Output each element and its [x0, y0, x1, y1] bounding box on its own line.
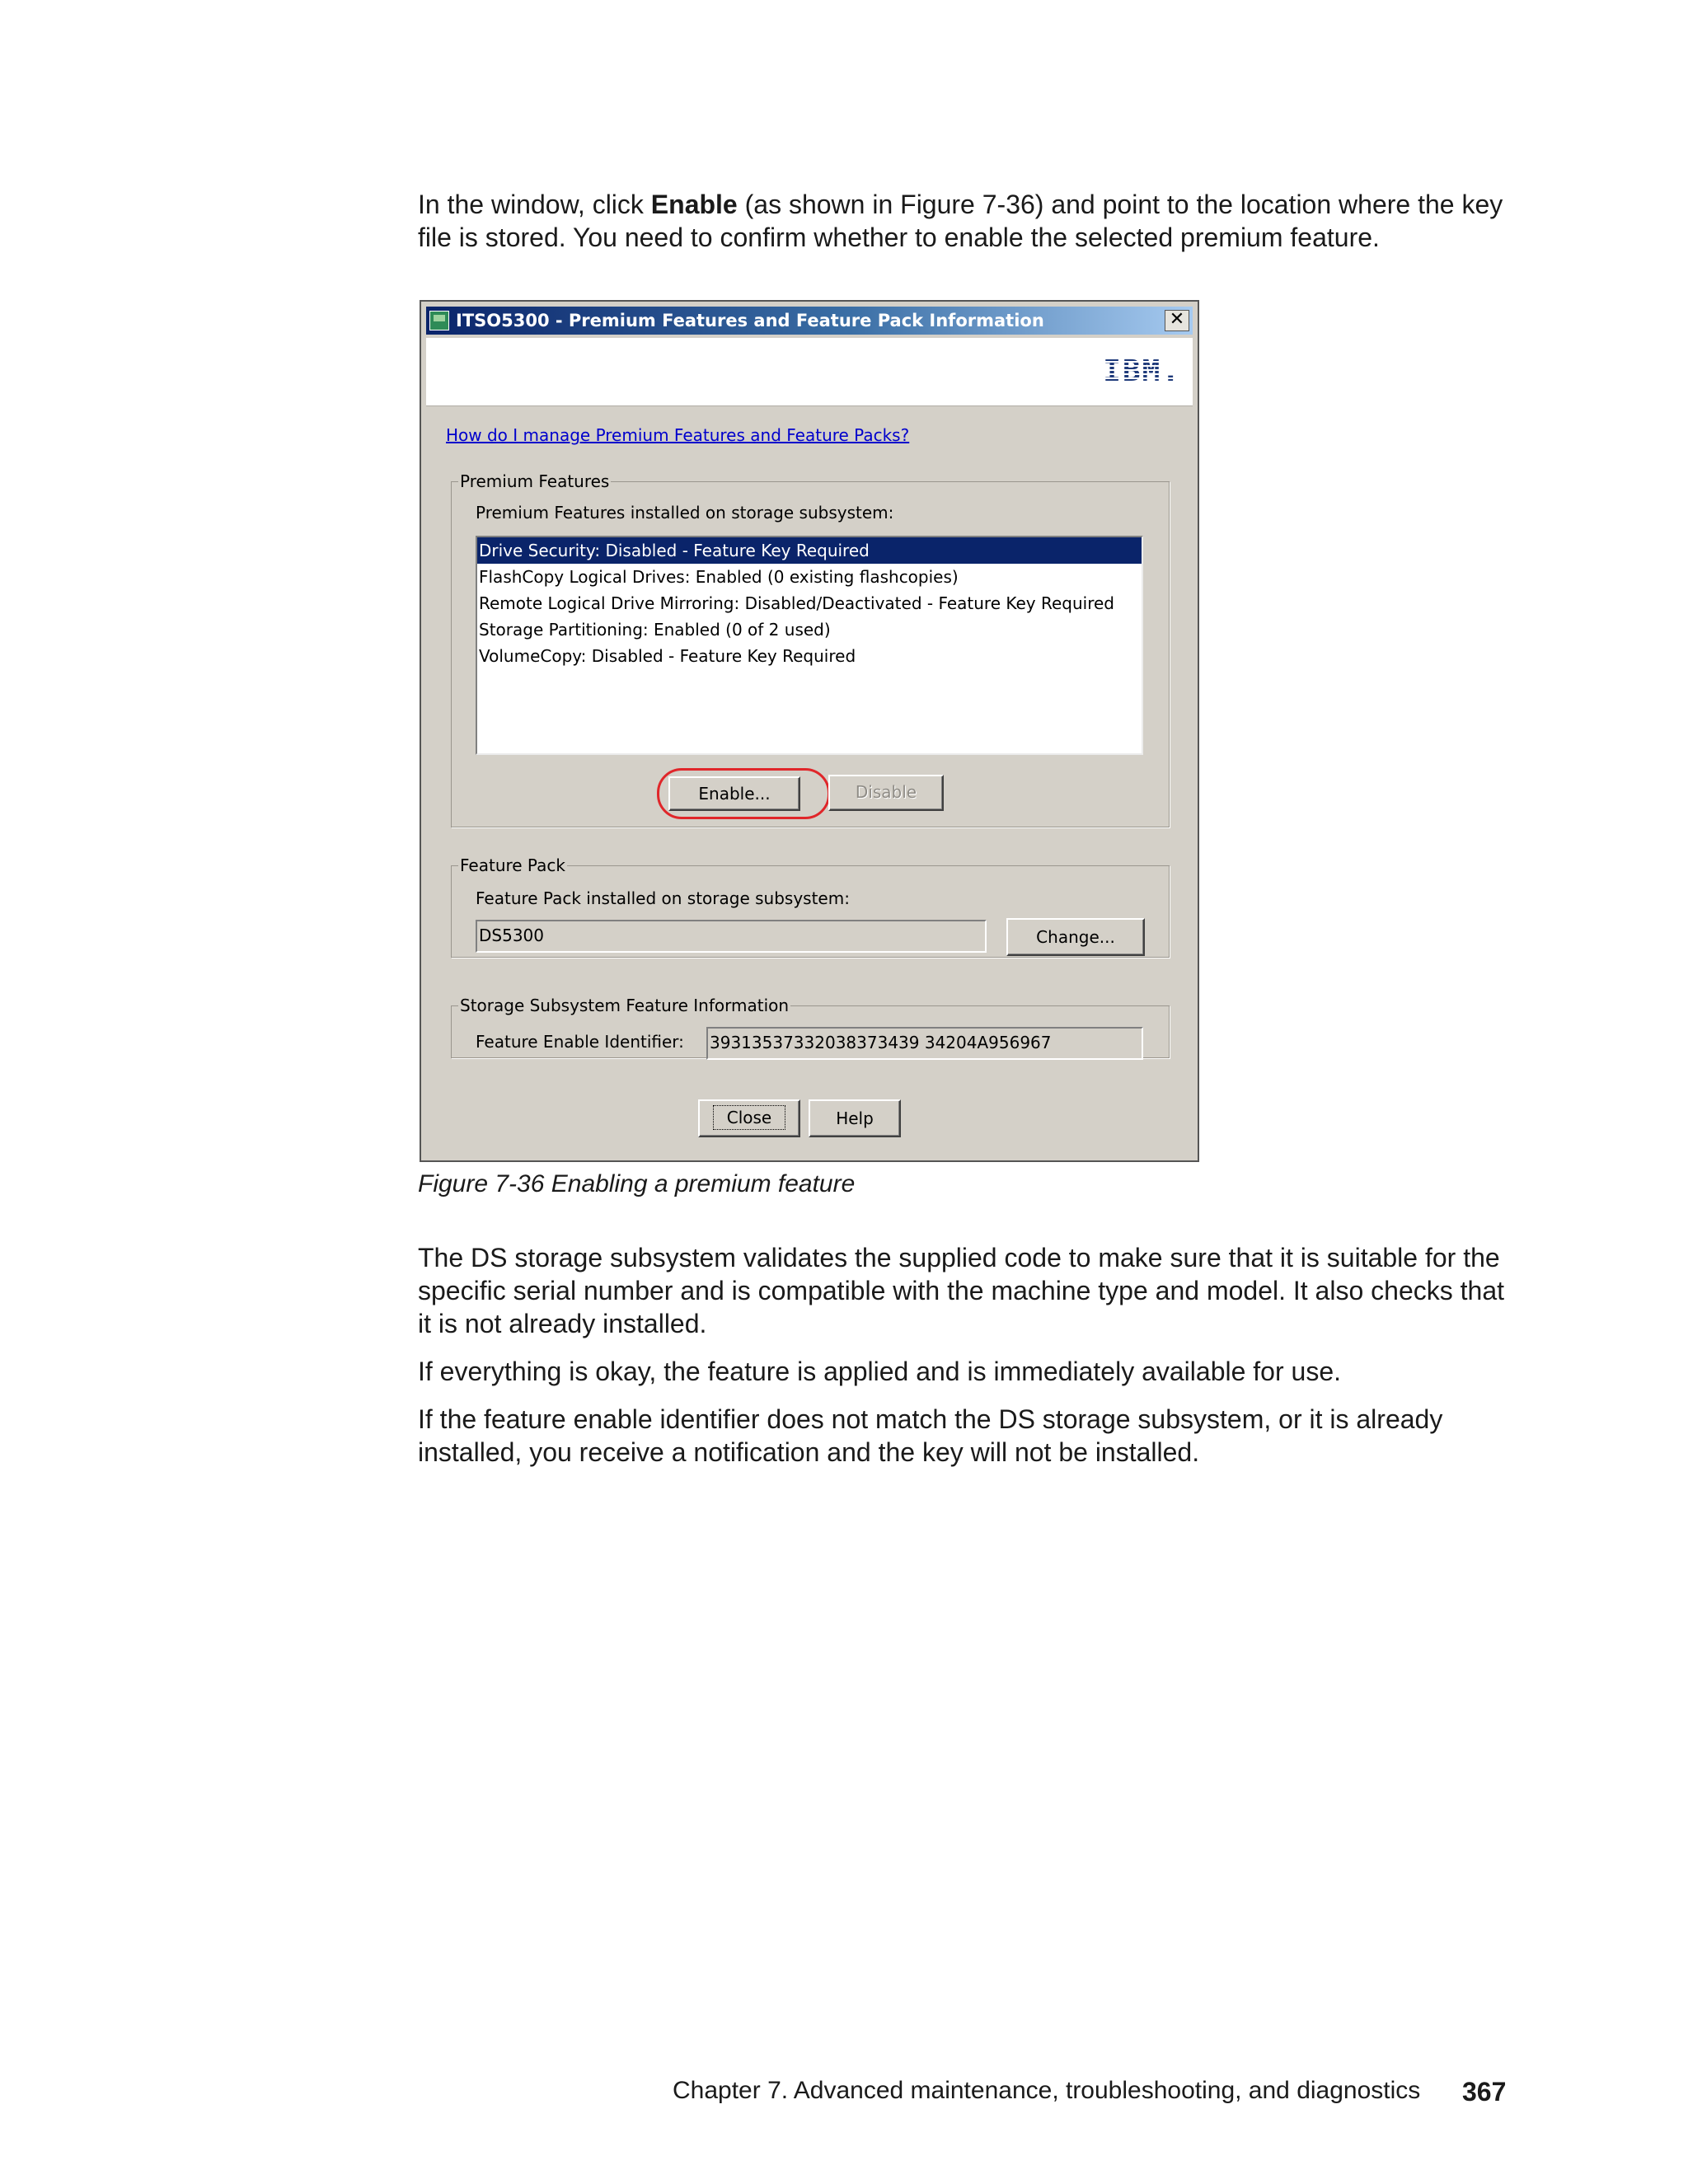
- help-link[interactable]: How do I manage Premium Features and Feature Packs?: [446, 425, 910, 445]
- premium-features-dialog: [420, 300, 1199, 1162]
- dialog-title: ITSO5300 - Premium Features and Feature Pack Information: [456, 311, 1044, 330]
- help-button[interactable]: Help: [809, 1099, 901, 1137]
- body-paragraph: If everything is okay, the feature is applied and is immediately available for use.: [418, 1357, 1341, 1386]
- disable-button[interactable]: Disable: [828, 775, 944, 811]
- list-item[interactable]: Drive Security: Disabled - Feature Key Required: [477, 537, 1142, 564]
- feature-pack-field: DS5300: [476, 920, 987, 953]
- premium-features-label: Premium Features installed on storage subsystem:: [476, 503, 894, 523]
- premium-features-legend: Premium Features: [460, 471, 610, 491]
- change-button[interactable]: Change...: [1006, 918, 1145, 956]
- list-item[interactable]: FlashCopy Logical Drives: Enabled (0 existing flashcopies): [479, 567, 959, 587]
- dialog-banner: [426, 338, 1193, 406]
- close-button-label: Close: [713, 1105, 785, 1130]
- page-number: 367: [1462, 2077, 1507, 2107]
- enable-button[interactable]: Enable...: [668, 776, 800, 811]
- feature-pack-label: Feature Pack installed on storage subsystem:: [476, 888, 850, 908]
- chapter-footer: Chapter 7. Advanced maintenance, troubleshooting, and diagnostics: [673, 2077, 1421, 2104]
- feature-pack-legend: Feature Pack: [460, 855, 565, 875]
- body-paragraph: If the feature enable identifier does not match the DS storage subsystem, or it is already installed, you receive a notification and the key will not be installed.: [418, 1404, 1443, 1467]
- ibm-logo: IBM.: [1103, 354, 1181, 388]
- close-button[interactable]: [698, 1099, 800, 1137]
- list-item[interactable]: Remote Logical Drive Mirroring: Disabled/Deactivated - Feature Key Required: [479, 593, 1115, 613]
- list-item[interactable]: VolumeCopy: Disabled - Feature Key Required: [479, 646, 856, 666]
- intro-bold-enable: Enable: [650, 190, 738, 219]
- figure-caption: Figure 7-36 Enabling a premium feature: [418, 1170, 856, 1197]
- feature-info-legend: Storage Subsystem Feature Information: [460, 996, 790, 1015]
- list-item[interactable]: Storage Partitioning: Enabled (0 of 2 used): [479, 620, 831, 640]
- intro-paragraph: [418, 188, 1514, 254]
- intro-text-before: In the window, click: [418, 190, 651, 219]
- body-paragraph: The DS storage subsystem validates the supplied code to make sure that it is suitable for the specific serial number and is compatible with the machine type and model. It also checks that it is not already installed.: [418, 1243, 1504, 1338]
- feature-identifier-label: Feature Enable Identifier:: [476, 1032, 684, 1052]
- intro-text-after: (as shown in Figure 7-36) and point to the location where the key file is stored. You need to confirm whether to enable the selected premium feature.: [418, 190, 1503, 252]
- feature-identifier-field: 39313537332038373439 34204A956967: [706, 1027, 1143, 1060]
- close-icon[interactable]: ✕: [1165, 310, 1189, 331]
- premium-features-list[interactable]: [476, 536, 1143, 755]
- dialog-titlebar: [426, 307, 1193, 335]
- app-icon: [429, 311, 449, 330]
